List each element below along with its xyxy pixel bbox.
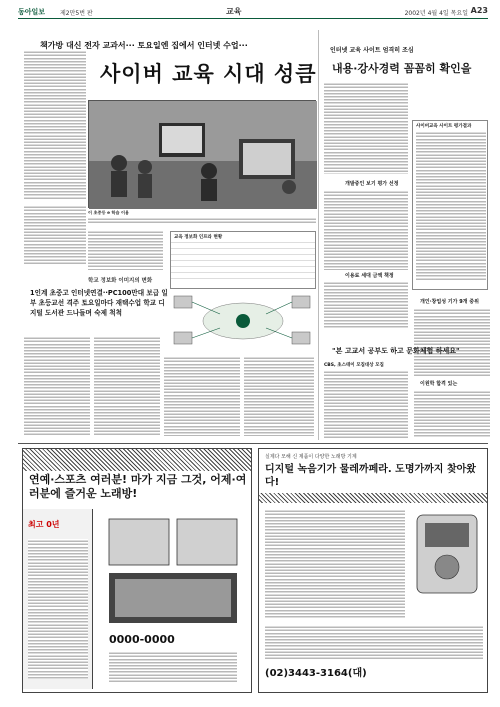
main-body-column-4 (24, 336, 90, 436)
table-row (171, 272, 315, 277)
main-body-column-7 (244, 356, 314, 436)
page-number: A23 (470, 6, 488, 15)
ad-right-band (259, 493, 487, 503)
network-diagram (170, 292, 316, 350)
right-body-column-5 (414, 390, 490, 438)
table-row (171, 242, 315, 247)
masthead (18, 5, 488, 19)
issue-date: 2002년 4월 4일 목요일 (404, 10, 468, 17)
table-row (171, 266, 315, 271)
ad-right-phone: (02)3443-3164(대) (265, 668, 367, 679)
ad-right-footer (265, 625, 483, 659)
ad-left-badge: 최고 0년 (28, 520, 60, 529)
right-subhead-2: 이용료 세대 금액 책정 (345, 273, 394, 279)
right-subhead-1: 개발중인 보기 평가 선정 (345, 181, 399, 187)
main-body-column-6 (164, 356, 240, 436)
infrastructure-table (170, 231, 316, 289)
right-kicker: 인터넷 교육 사이트 엄격히 조심 (330, 47, 414, 54)
table-row (171, 278, 315, 283)
karaoke-ad-right (258, 448, 488, 693)
section-title: 교육 (226, 7, 242, 16)
bottom-headline: "본 고교서 공부도 하고 문화체험 하세요" (332, 347, 460, 355)
recorder-image (409, 509, 485, 599)
ad-left-details (109, 651, 237, 683)
ad-left-main (99, 509, 247, 689)
ad-left-slogan: 연예·스포츠 여러분! 마가 지금 그것, 어제·여러분에 즐거운 노래방! (29, 473, 247, 500)
main-body-column-5 (94, 336, 160, 436)
right-subhead-3: 개인·창업성 기가 9개 중위 (420, 299, 479, 305)
site-table-title: 사이버교육 사이트 평가결과 (416, 124, 472, 129)
ad-right-headline: 디지털 녹음기가 물레까페라. 도명가까지 찾아왔다! (265, 464, 476, 488)
main-body-column-1 (24, 50, 86, 200)
classroom-image (89, 101, 317, 209)
main-body-column-2 (24, 205, 86, 265)
bottom-subhead: CBS, 초스테이 모집대상 모집 (324, 363, 384, 368)
right-subhead-4: 이원학 합격 있는 (420, 381, 458, 387)
karaoke-machine-image (99, 509, 247, 629)
table-row (171, 260, 315, 265)
ad-left-banner (23, 449, 251, 471)
column-divider (318, 30, 319, 440)
karaoke-ad-left (22, 448, 252, 693)
right-body-column-1 (324, 82, 408, 174)
classroom-photo (88, 100, 316, 208)
main-headline: 사이버 교육 시대 성큼 (100, 62, 317, 86)
right-body-column-2 (324, 190, 408, 270)
ad-left-list (28, 539, 88, 679)
photo-caption: 이 초중등 e 학습 이용 (88, 210, 130, 215)
site-table-rows (416, 131, 486, 281)
table-title: 교육 정보화 인프라 현황 (174, 235, 223, 240)
table-row (171, 248, 315, 253)
ad-left-badge-panel (23, 509, 93, 689)
edition-label: 제2만5번 판 (60, 10, 93, 17)
ad-right-top: 실제다 모해 신 제품이 다양한 노래방 기계 (265, 454, 357, 460)
bottom-body-column-1 (324, 370, 408, 438)
right-headline: 내용·강사경력 꼼꼼히 확인을 (332, 62, 472, 75)
sub-article-highlight: 1인계 초중고 인터넷연결··PC100만대 보급 일부 초등교선 격주 토요일마다 재택수업 학교 디지털 도서관 드나들며 숙제 척척 (30, 289, 168, 317)
main-kicker: 책가방 대신 전자 교과서··· 토요일엔 집에서 인터넷 수업··· (40, 41, 248, 50)
ad-right-details (265, 509, 405, 619)
sub-article-subhead: 학교 정보화 이미지의 변화 (88, 278, 153, 284)
ad-separator (18, 443, 488, 444)
main-body-column-3 (88, 230, 163, 270)
site-evaluation-table (412, 120, 488, 290)
right-body-column-3 (324, 281, 408, 329)
network-diagram-graphic (170, 292, 316, 350)
photo-caption-body (88, 217, 316, 225)
table-row (171, 254, 315, 259)
newspaper-logo: 동아일보 (18, 8, 46, 16)
right-body-column-4 (414, 308, 490, 378)
ad-left-phone: 0000-0000 (109, 633, 175, 646)
